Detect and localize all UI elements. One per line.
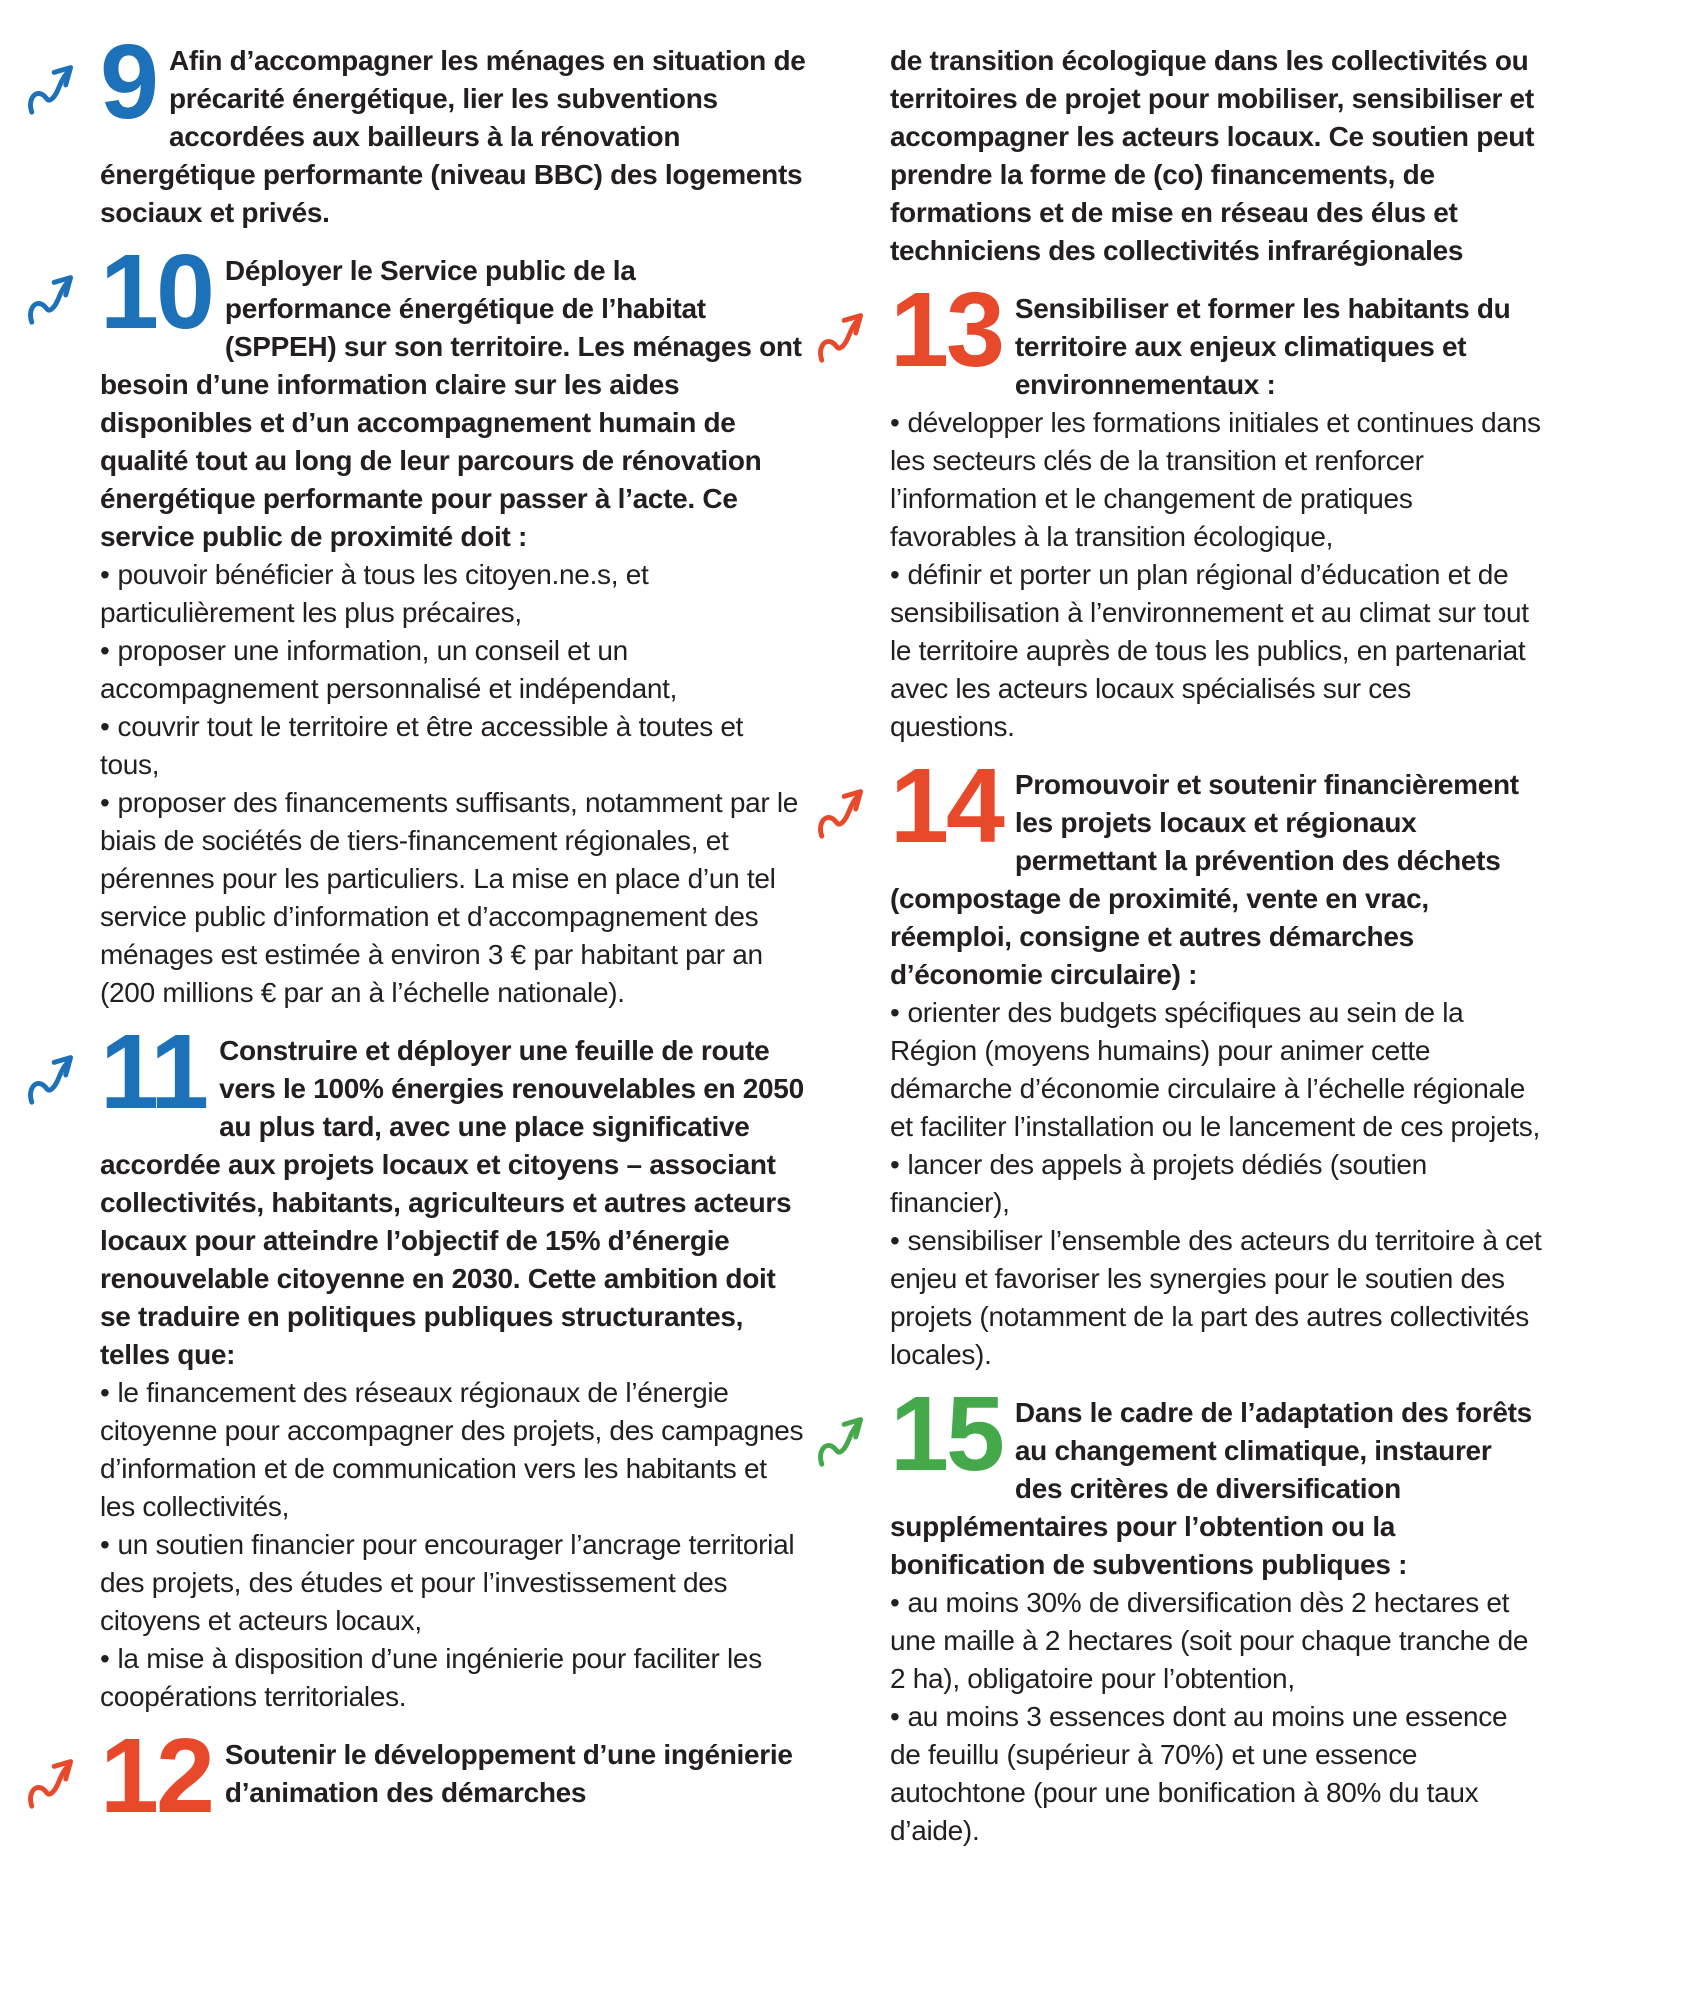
bullet-text: proposer une information, un conseil et un accompagnement personnalisé et indépendant,: [100, 635, 678, 704]
item-number-block: [22, 1013, 207, 1131]
item-heading: Afin d’accompagner les ménages en situation de précarité énergétique, lier les subventions accordées aux bailleurs à la rénovation énergétique performante (niveau BBC) des logements sociaux et privés.: [100, 45, 806, 228]
item-heading: Dans le cadre de l’adaptation des forêts au changement climatique, instaurer des critères de diversification supplémentaires pour l’obtention ou la bonification de subventions publiques :: [890, 1397, 1532, 1580]
item-number: 10: [100, 233, 212, 351]
item-bullet: [100, 784, 808, 1012]
bullet-marker: •: [890, 1225, 900, 1256]
bullet-text: au moins 3 essences dont au moins une essence de feuillu (supérieur à 70%) et une essence autochtone (pour une bonification à 80% du taux d’aide).: [890, 1701, 1508, 1846]
bullet-marker: •: [100, 1643, 110, 1674]
bullet-marker: •: [890, 997, 900, 1028]
bullet-text: proposer des financements suffisants, notamment par le biais de sociétés de tiers-financement régionales, et pérennes pour les particuliers. La mise en place d’un tel service public d’information et d’accompagnement des ménages est estimée à environ 3 € par habitant par an (200 millions € par an à l’échelle nationale).: [100, 787, 799, 1008]
item-heading: Construire et déployer une feuille de route vers le 100% énergies renouvelables en 2050 au plus tard, avec une place significative accordée aux projets locaux et citoyens – associant collectivités, habitants, agriculteurs et autres acteurs locaux pour atteindre l’objectif de 15% d’énergie renouvelable citoyenne en 2030. Cette ambition doit se traduire en politiques publiques structurantes, telles que:: [100, 1035, 804, 1370]
recommendation-item-12: [100, 1716, 808, 1835]
item-bullet: [100, 1640, 808, 1716]
item-number: 9: [100, 23, 156, 141]
bullet-marker: •: [890, 407, 900, 438]
trend-up-arrow-icon: [816, 1404, 880, 1470]
bullet-text: la mise à disposition d’une ingénierie pour faciliter les coopérations territoriales.: [100, 1643, 762, 1712]
bullet-text: orienter des budgets spécifiques au sein de la Région (moyens humains) pour animer cette démarche d’économie circulaire à l’échelle régionale et faciliter l’installation ou le lancement de ces projets,: [890, 997, 1540, 1142]
bullet-marker: •: [890, 1587, 900, 1618]
bullet-text: lancer des appels à projets dédiés (soutien financier),: [890, 1149, 1427, 1218]
item-number: 15: [890, 1375, 1002, 1493]
item-number: 14: [890, 747, 1002, 865]
bullet-text: définir et porter un plan régional d’éducation et de sensibilisation à l’environnement et au climat sur tout le territoire auprès de tous les publics, en partenariat avec les acteurs locaux spécialisés sur ces questions.: [890, 559, 1529, 742]
bullet-text: sensibiliser l’ensemble des acteurs du territoire à cet enjeu et favoriser les synergies pour le soutien des projets (notamment de la part des autres collectivités locales).: [890, 1225, 1542, 1370]
trend-up-arrow-icon: [26, 1042, 90, 1108]
item-bullet: [890, 1146, 1542, 1222]
item-number-block: [812, 271, 1002, 389]
bullet-marker: •: [100, 787, 110, 818]
trend-up-arrow-icon: [816, 776, 880, 842]
bullet-text: le financement des réseaux régionaux de l’énergie citoyenne pour accompagner des projets, des campagnes d’information et de communication vers les habitants et les collectivités,: [100, 1377, 804, 1522]
item-number: 11: [100, 1013, 207, 1131]
bullet-marker: •: [100, 1377, 110, 1408]
bullet-marker: •: [100, 1529, 110, 1560]
item-bullet: [890, 556, 1542, 746]
item-bullet: [890, 1222, 1542, 1374]
item-number-block: [812, 747, 1002, 865]
item-number: 13: [890, 271, 1002, 389]
item-number-block: [22, 1717, 212, 1835]
recommendation-item-11: [100, 1012, 808, 1716]
bullet-text: au moins 30% de diversification dès 2 hectares et une maille à 2 hectares (soit pour chaque tranche de 2 ha), obligatoire pour l’obtention,: [890, 1587, 1529, 1694]
item-bullet: [890, 404, 1542, 556]
item-12-continuation-text: de transition écologique dans les collectivités ou territoires de projet pour mobiliser, sensibiliser et accompagner les acteurs locaux. Ce soutien peut prendre la forme de (co) financements, de formations et de mise en réseau des élus et techniciens des collectivités infrarégionales: [890, 45, 1535, 266]
item-number-block: [22, 233, 212, 351]
bullet-marker: •: [890, 1149, 900, 1180]
recommendation-item-10: [100, 232, 808, 1012]
trend-up-arrow-icon: [26, 262, 90, 328]
item-bullet: [890, 1584, 1542, 1698]
item-bullet: [890, 1698, 1542, 1850]
left-column: [100, 23, 808, 2000]
item-number-block: [812, 1375, 1002, 1493]
bullet-text: pouvoir bénéficier à tous les citoyen.ne.s, et particulièrement les plus précaires,: [100, 559, 649, 628]
item-bullet: [100, 632, 808, 708]
item-number-block: [22, 23, 156, 141]
bullet-marker: •: [890, 559, 900, 590]
bullet-marker: •: [890, 1701, 900, 1732]
trend-up-arrow-icon: [816, 300, 880, 366]
bullet-marker: •: [100, 635, 110, 666]
item-bullet: [100, 1526, 808, 1640]
trend-up-arrow-icon: [26, 1746, 90, 1812]
item-heading: Soutenir le développement d’une ingénierie d’animation des démarches: [224, 1739, 793, 1808]
right-column: [890, 42, 1542, 2000]
item-heading: Sensibiliser et former les habitants du territoire aux enjeux climatiques et environnementaux :: [1014, 293, 1511, 400]
recommendation-item-9: [100, 23, 808, 232]
item-heading: Promouvoir et soutenir financièrement les projets locaux et régionaux permettant la prévention des déchets (compostage de proximité, vente en vrac, réemploi, consigne et autres démarches d’économie circulaire) :: [890, 769, 1519, 990]
recommendation-item-13: [890, 270, 1542, 746]
bullet-text: un soutien financier pour encourager l’ancrage territorial des projets, des études et pour l’investissement des citoyens et acteurs locaux,: [100, 1529, 795, 1636]
item-number: 12: [100, 1717, 212, 1835]
item-heading: Déployer le Service public de la performance énergétique de l’habitat (SPPEH) sur son territoire. Les ménages ont besoin d’une information claire sur les aides disponibles et d’un accompagnement humain de qualité tout au long de leur parcours de rénovation énergétique performante pour passer à l’acte. Ce service public de proximité doit :: [100, 255, 802, 552]
bullet-text: couvrir tout le territoire et être accessible à toutes et tous,: [100, 711, 744, 780]
recommendation-item-14: [890, 746, 1542, 1374]
bullet-text: développer les formations initiales et continues dans les secteurs clés de la transition et renforcer l’information et le changement de pratiques favorables à la transition écologique,: [890, 407, 1541, 552]
item-bullet: [100, 556, 808, 632]
item-bullet: [890, 994, 1542, 1146]
recommendation-item-15: [890, 1374, 1542, 1850]
bullet-marker: •: [100, 559, 110, 590]
item-bullet: [100, 1374, 808, 1526]
item-bullet: [100, 708, 808, 784]
trend-up-arrow-icon: [26, 52, 90, 118]
bullet-marker: •: [100, 711, 110, 742]
